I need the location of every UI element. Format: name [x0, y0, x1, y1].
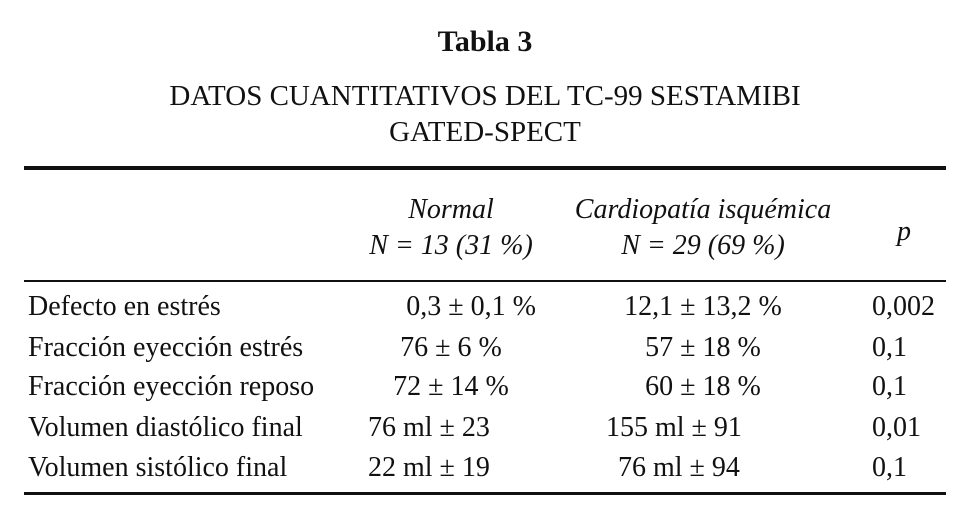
row-label: Fracción eyección reposo: [28, 371, 315, 402]
row-normal-value: 76 ml ± 23: [368, 412, 490, 443]
row-label: Volumen diastólico final: [28, 412, 303, 443]
row-normal-value: 76 ± 6 %: [400, 332, 502, 363]
header-rule: [24, 280, 946, 282]
row-p-value: 0,1: [872, 332, 907, 363]
top-rule: [24, 166, 946, 170]
row-normal-value: 22 ml ± 19: [368, 452, 490, 483]
header-normal-label: Normal: [408, 194, 494, 225]
row-label: Defecto en estrés: [28, 291, 221, 322]
header-ischemic-n: N = 29 (69 %): [621, 230, 785, 261]
row-ischemic-value: 12,1 ± 13,2 %: [624, 291, 782, 322]
header-normal: [362, 192, 540, 264]
bottom-rule: [24, 492, 946, 495]
row-p-value: 0,01: [872, 412, 921, 443]
subtitle-line-1: DATOS CUANTITATIVOS DEL TC-99 SESTAMIBI: [169, 80, 801, 112]
table-subtitle: [0, 78, 970, 150]
row-label: Fracción eyección estrés: [28, 332, 304, 363]
row-normal-value: 0,3 ± 0,1 %: [406, 291, 536, 322]
row-p-value: 0,002: [872, 291, 935, 322]
row-p-value: 0,1: [872, 452, 907, 483]
header-normal-n: N = 13 (31 %): [369, 230, 533, 261]
row-ischemic-value: 57 ± 18 %: [645, 332, 761, 363]
table-title: Tabla 3: [437, 25, 533, 58]
header-ischemic: [560, 192, 846, 264]
row-ischemic-value: 60 ± 18 %: [645, 371, 761, 402]
row-ischemic-value: 76 ml ± 94: [618, 452, 740, 483]
row-normal-value: 72 ± 14 %: [393, 371, 509, 402]
row-label: Volumen sistólico final: [28, 452, 288, 483]
header-ischemic-label: Cardiopatía isquémica: [574, 194, 832, 225]
row-p-value: 0,1: [872, 371, 907, 402]
subtitle-line-2: GATED-SPECT: [389, 116, 581, 148]
row-ischemic-value: 155 ml ± 91: [606, 412, 742, 443]
header-p: p: [897, 216, 911, 247]
